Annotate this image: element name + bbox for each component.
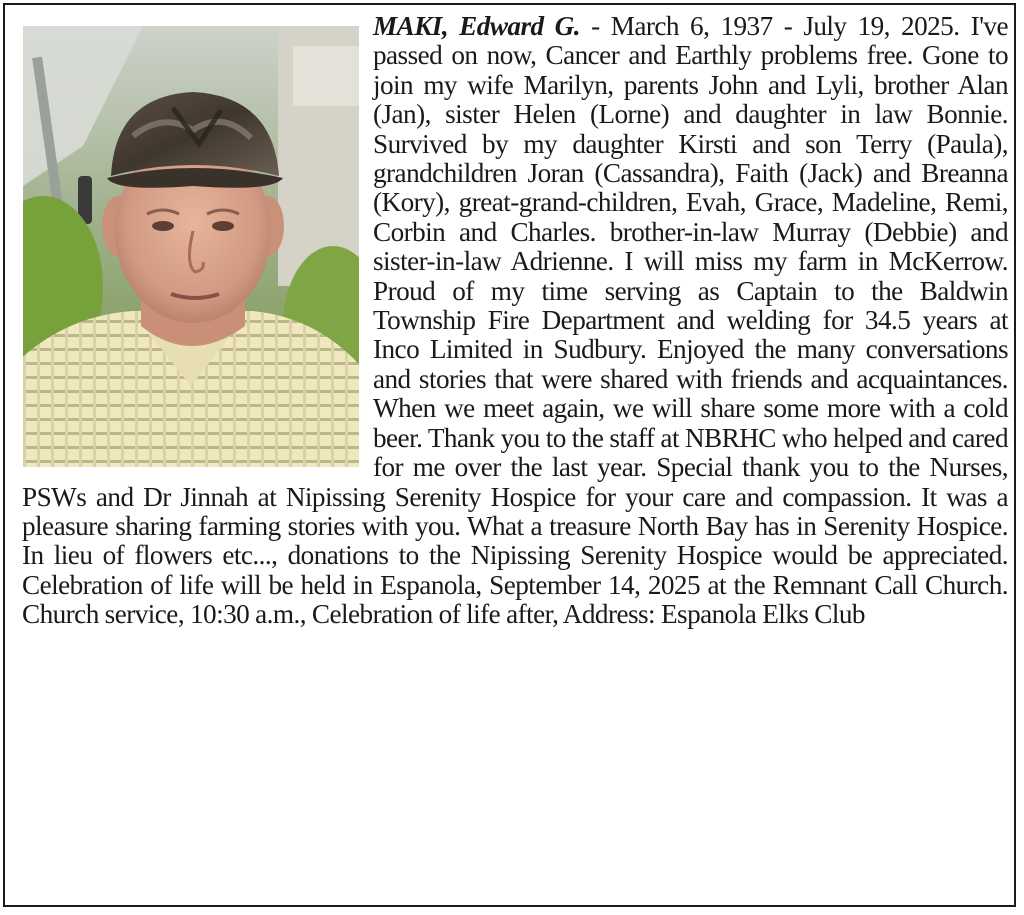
portrait-photo bbox=[23, 26, 359, 467]
portrait-photo-illustration bbox=[23, 26, 359, 467]
deceased-name: MAKI, Edward G. bbox=[373, 11, 580, 41]
obituary-text-block bbox=[22, 12, 1008, 630]
obituary-body-text: - March 6, 1937 - July 19, 2025. I've passed on now, Cancer and Earthly problems free. Gone to join my wife Marilyn, parents John and Lyli, brother Alan (Jan), sister Helen (Lorne) and daughter in law Bonnie. Survived by my daughter Kirsti and son Terry (Paula), grandchildren Joran (Cassandra), Faith (Jack) and Breanna (Kory), great-grand-children, Evah, Grace, Madeline, Remi, Corbin and Charles. brother-in-law Murray (Debbie) and sister-in-law Adrienne. I will miss my farm in McKerrow. Proud of my time serving as Captain to the Baldwin Township Fire Department and welding for 34.5 years at Inco Limited in Sudbury. Enjoyed the many conversations and stories that were shared with friends and acquaintances. When we meet again, we will share some more with a cold beer. Thank you to the staff at NBRHC who helped and cared for me over the last year. Special thank you to the Nurses, PSWs and Dr Jinnah at Nipissing Serenity Hospice for your care and compassion. It was a pleasure sharing farming stories with you. What a treasure North Bay has in Serenity Hospice. In lieu of flowers etc..., donations to the Nipissing Serenity Hospice would be appreciated. Celebration of life will be held in Espanola, September 14, 2025 at the Remnant Call Church. Church service, 10:30 a.m., Celebration of life after, Address: Espanola Elks Club bbox=[22, 11, 1008, 630]
